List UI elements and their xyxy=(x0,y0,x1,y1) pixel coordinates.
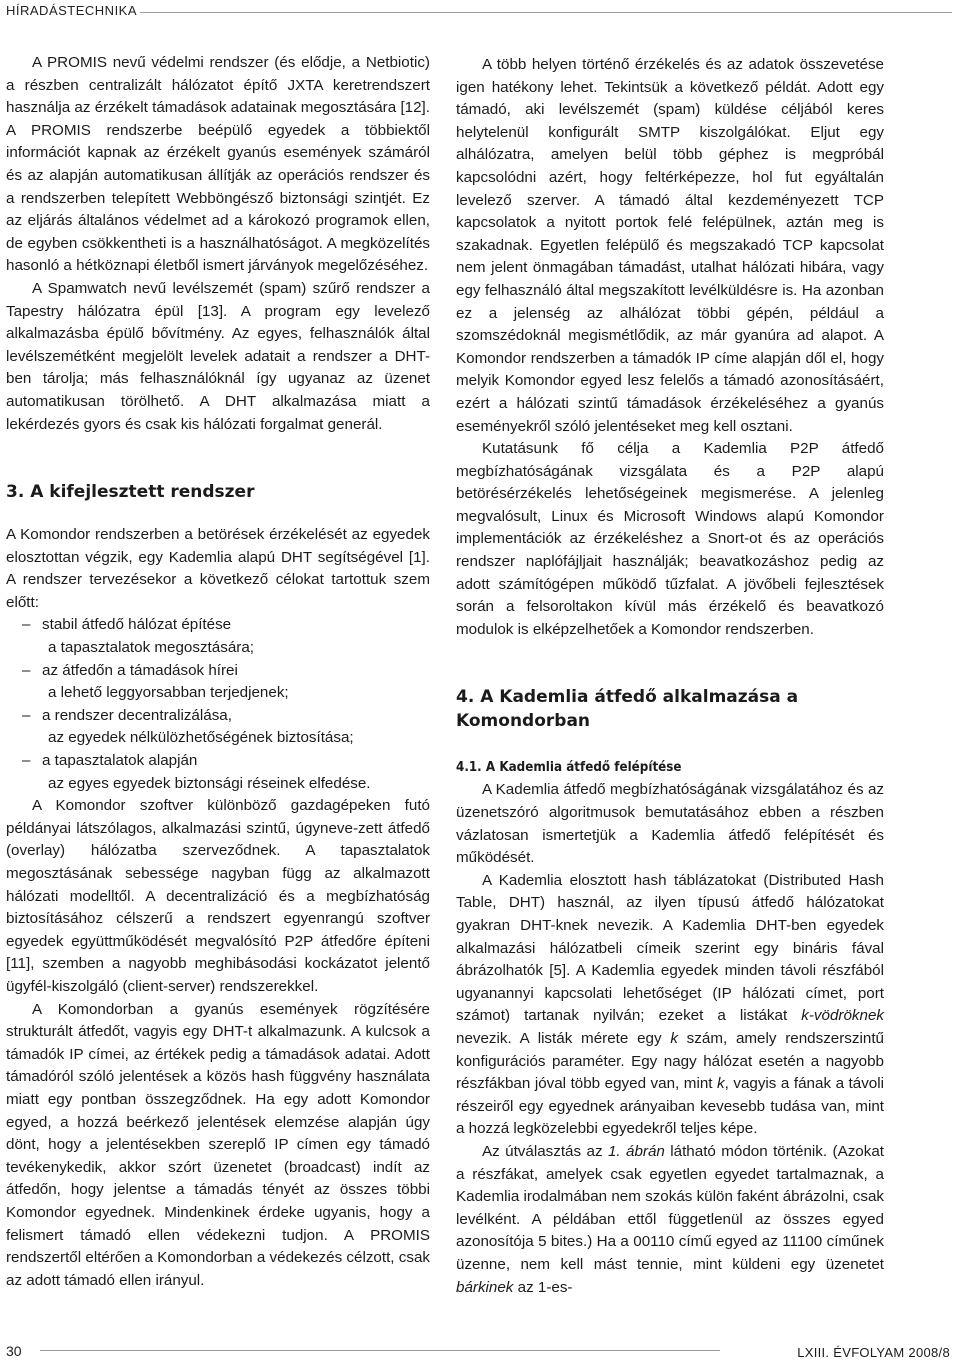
paragraph: A PROMIS nevű védelmi rendszer (és elődje, a Netbiotic) a részben centralizált hálózatot építő JXTA keretrendszert használja az érzékelt támadások adatainak megosztására [12]. A PROMIS rendszerbe beépülő egyedek a többiektől információt kapnak az érzékelt gyanús események számáról és az alapján automatikusan állítják az operációs rendszer és a rendszerben telepített Webböngésző biztonsági szintjét. Ez az eljárás általános védelmet ad a károkozó programok ellen, de egyben csökkentheti is a használhatóságot. A megközelítés hasonló a hétköznapi életből ismert járványok megelőzéséhez. xyxy=(6,54,430,275)
list-item-line: a tapasztalatok megosztására; xyxy=(48,639,254,657)
text-run: , vagyis a fának a távoli részeiről egy egyednek arányaiban kevesebb tudása van, mint a hozzá legközelebbi egyedekről teljes képe. xyxy=(456,1075,884,1138)
list-item xyxy=(6,750,430,795)
list-item-line: az egyes egyedek biztonsági réseinek elfedése. xyxy=(48,774,371,792)
paragraph: A Komondor szoftver különböző gazdagépeken futó példányai látszólagos, alkalmazási szintű, úgyneve-zett átfedő (overlay) hálózatba szerveződnek. A tapasztalatok megosztásának sebessége nagyban függ az alkalmazott hálózati modelltől. A decentralizáció és a megbízhatóság biztosításához célszerű a rendszert egyenrangú szoftver egyedek együttműködését megvalósító P2P átfedőre építeni [11], szemben a nagyobb meghibásodási kockázatot jelentő ügyfél-kiszolgáló (client-server) rendszerekkel. xyxy=(6,797,430,995)
section-heading: 3. A kifejlesztett rendszer xyxy=(6,482,255,503)
list-item xyxy=(6,614,430,659)
list-item xyxy=(6,660,430,705)
text-run: szám, amely rendszerszintű konfigurációs paraméter. Egy nagy hálózat esetén a nagyobb részfákban jóval több egyed van, mint xyxy=(456,1029,884,1093)
list-item-line: a rendszer decentralizálása, xyxy=(42,706,232,724)
dash-bullet: – xyxy=(22,616,31,634)
running-head: HÍRADÁSTECHNIKA xyxy=(6,3,138,18)
footer-rule xyxy=(40,1350,720,1351)
section-heading: 4. A Kademlia átfedő alkalmazása a Komondorban xyxy=(456,687,799,732)
list-item xyxy=(6,705,430,750)
dash-bullet: – xyxy=(22,661,31,679)
figure-reference: 1. ábrán xyxy=(607,1142,665,1160)
italic-term: k-vödröknek xyxy=(801,1007,884,1025)
paragraph: A Spamwatch nevű levélszemét (spam) szűrő rendszer a Tapestry hálózatra épül [13]. A program egy levelező alkalmazásba épülő bővítmény. Az egyes, felhasználók által levélszemétként megjelölt levelek adatait a rendszer a DHT-ben tárolja; más felhasználóknál így ugyanaz az üzenet automatikusan törölhető. A DHT alkalmazása miatt a lekérdezés gyors és csak kis hálózati forgalmat generál. xyxy=(6,279,430,433)
subsection-heading: 4.1. A Kademlia átfedő felépítése xyxy=(456,760,682,776)
paragraph xyxy=(456,1141,884,1299)
paragraph: A Komondorban a gyanús események rögzítésére strukturált átfedőt, vagyis egy DHT-t alkalmazunk. A kulcsok a támadók IP címei, az értékek pedig a támadások adatai. Adott támadóról szóló jelentések a közös hash függvény használata miatt egy pontban összegződnek. Ha egy adott Komondor egyed, a hozzá beérkező jelentések elemzése alapján úgy dönt, hogy a jelentésekben szereplő IP címen egy támadó tevékenykedik, akkor szórt üzenetet (broadcast) indít az átfedőn, hogy jelentse a támadás tényét az összes többi Komondor egyednek. Mindenkinek érdeke ugyanis, hogy a felismert támadó ellen védekezni tudjon. A PROMIS rendszertől eltérően a Komondorban a védekezés célzott, csak az adott támadó ellen irányul. xyxy=(6,1000,430,1289)
volume-label: LXIII. ÉVFOLYAM 2008/8 xyxy=(797,1345,950,1360)
dash-bullet: – xyxy=(22,752,31,770)
right-column xyxy=(456,54,884,1299)
paragraph: A Kademlia átfedő megbízhatóságának vizsgálatához és az üzenetszóró algoritmusok bemutatásához ebben a részben vázlatosan ismertetjük a Kademlia átfedő felépítését és működését. xyxy=(456,781,884,867)
goal-list xyxy=(6,614,430,795)
text-run: Az útválasztás az xyxy=(482,1142,608,1160)
list-item-line: a tapasztalatok alapján xyxy=(42,752,198,770)
italic-term: k xyxy=(717,1075,725,1093)
list-item-line: az egyedek nélkülözhetőségének biztosítása; xyxy=(48,729,354,747)
list-item-line: stabil átfedő hálózat építése xyxy=(42,616,232,634)
dash-bullet: – xyxy=(22,706,31,724)
paragraph: A Komondor rendszerben a betörések érzékelését az egyedek elosztottan végzik, egy Kademlia alapú DHT segítségével [1]. A rendszer tervezésekor a következő célokat tartottuk szem előtt: xyxy=(6,526,430,611)
text-run: az 1-es- xyxy=(513,1278,573,1296)
italic-term: k xyxy=(670,1029,678,1047)
header-rule xyxy=(140,12,952,13)
paragraph: A több helyen történő érzékelés és az adatok összevetése igen hatékony lehet. Tekintsük a következő példát. Adott egy támadó, aki levélszemét (spam) küldése céljából keres helytelenül konfigurált SMTP kiszolgálókat. Eljut egy alhálózatra, amelyen belül több géphez is megpróbál kapcsolódni azért, hogy feltérképezze, hol fut egyáltalán levelező szerver. A támadó által kezdeményezett TCP kapcsolatok a nyitott portok felé felépülnek, aztán meg is szakadnak. Egyetlen felépülő és megszakadó TCP kapcsolat nem jelent önmagában támadást, utalhat hálózati hibára, vagy egy felhasználó által megszakított levélküldésre is. Ha azonban ez a jelenség az alhálózat többi gépén, például a szomszédoknál megismétlődik, az már gyanúra ad alapot. A Komondor rendszerben a támadók IP címe alapján dől el, hogy melyik Komondor egyed lesz felelős a támadó azonosításáért, ezért a hálózati szintű támadások érzékeléséhez a gyanús eseményekről szóló jelentéseket meg kell osztani. xyxy=(456,56,884,435)
text-run: nevezik. A listák mérete egy xyxy=(456,1029,671,1047)
paragraph: Kutatásunk fő célja a Kademlia P2P átfedő megbízhatóságának vizsgálata és a P2P alapú betörésérzékelés lehetőségeinek megismerése. A jelenleg megvalósult, Linux és Microsoft Windows alapú Komondor implementációk az érzékeléshez a Snort-ot és az operációs rendszer naplófájljait használják; beavatkozáshoz pedig az adott számítógépen működő tűzfalat. A jövőbeli fejlesztések során a felsoroltakon kívül más érzékelő és beavatkozó modulok is elképzelhetőek a Komondor rendszerben. xyxy=(456,440,884,638)
list-item-line: az átfedőn a támadások hírei xyxy=(42,661,238,679)
page-number: 30 xyxy=(6,1343,22,1359)
italic-term: bárkinek xyxy=(456,1278,514,1296)
text-run: A Kademlia elosztott hash táblázatokat (Distributed Hash Table, DHT) használ, az ilyen típusú átfedő hálózatokat gyakran DHT-knek nevezik. A Kademlia DHT-ben egyedek alkalmazási hálózatbeli címeik szerint egy bináris fával ábrázolhatók [5]. A Kademlia egyedek minden távoli részfából ugyanannyi kapcsolati lehetőséget (IP hálózati címet, port számot) tartanak nyilván; ezeket a listákat xyxy=(456,871,884,1025)
left-column xyxy=(6,52,430,1292)
paragraph xyxy=(456,870,884,1141)
list-item-line: a lehető leggyorsabban terjedjenek; xyxy=(48,684,289,702)
text-run: látható módon történik. (Azokat a részfákat, amelyek csak egyetlen egyedet tartalmaznak, a Kademlia irodalmában nem szokás külön faként ábrázolni, csak levélként. A példában ettől függetlenül az összes egyed azonosítója 5 bites.) Ha a 00110 című egyed az 11100 címűnek üzenne, nem kell mást tennie, mint küldeni egy üzenetet xyxy=(456,1142,885,1273)
